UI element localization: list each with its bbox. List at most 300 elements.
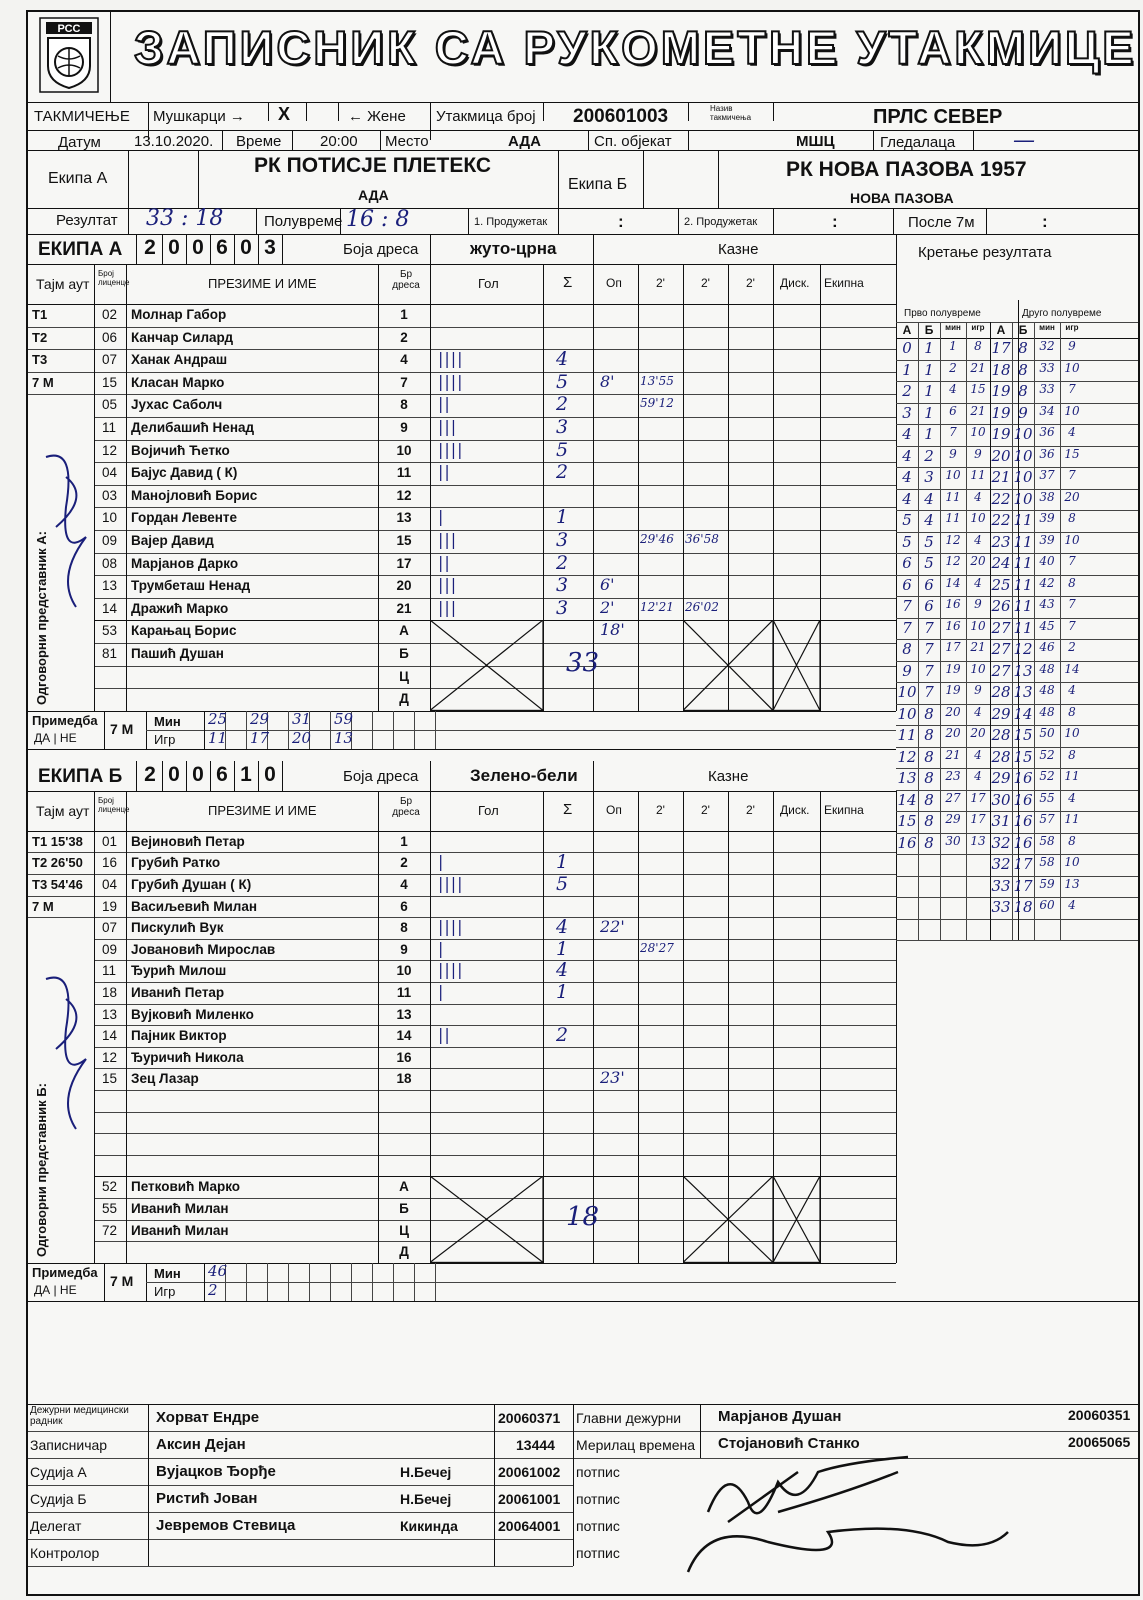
team_b-col-2min: 2': [701, 802, 710, 817]
progress-first-half-cell: 11: [970, 468, 986, 482]
team_a-player-name: Класан Марко: [131, 374, 225, 390]
progress-first-half-cell: 4: [902, 489, 912, 508]
progress-second-half-cell: 55: [1039, 790, 1055, 805]
progress-first-half-cell: 2: [949, 360, 957, 375]
team_a-player-name: Бајус Давид ( К): [131, 465, 238, 481]
progress-first-half-cell: 10: [897, 704, 917, 723]
progress-col-header: А: [996, 323, 1006, 337]
team-a-name: РК ПОТИСЈЕ ПЛЕТЕКС: [254, 154, 492, 177]
progress-first-half-cell: 8: [924, 726, 934, 744]
rule: [28, 1566, 573, 1567]
progress-second-half-cell: 9: [1068, 339, 1076, 353]
rule: [820, 264, 821, 711]
progress-second-half-cell: 38: [1039, 489, 1055, 504]
rule: [393, 711, 394, 749]
progress-second-half-cell: 10: [1013, 446, 1033, 465]
team_b-col-shirt: Бр дреса: [392, 795, 420, 818]
rule: [94, 485, 896, 486]
footer-right-name: Марјанов Душан: [718, 1408, 842, 1425]
team_b-player-goals: ||||: [438, 917, 464, 937]
progress-second-half-cell: 59: [1039, 876, 1055, 891]
team_a-penalties-label: Казне: [718, 241, 759, 258]
team_b-rep-signature: [36, 939, 96, 1139]
team_a-timeout-2: T3: [32, 352, 48, 368]
team_a-player-shirt: 9: [400, 420, 408, 435]
rule: [94, 1090, 896, 1091]
team_b-player-shirt: 2: [400, 855, 408, 871]
team_a-igr-label: Игр: [154, 731, 176, 747]
progress-first-half-cell: 7: [949, 425, 957, 439]
progress-second-half-cell: 32: [991, 855, 1011, 873]
team_b-player-warning: 22': [600, 917, 625, 937]
progress-second-half-cell: 11: [1064, 812, 1080, 826]
rule: [494, 1404, 495, 1566]
rule: [94, 852, 896, 853]
team_a-player-license: 03: [102, 487, 118, 503]
progress-first-half-cell: 11: [945, 511, 961, 525]
team_b-player-sum: 4: [556, 916, 569, 939]
team_b-min-label: Мин: [154, 1265, 181, 1281]
progress-first-half-cell: 6: [924, 575, 934, 594]
team_a-label: ЕКИПА А: [38, 239, 123, 260]
team_a-col-team: Екипна: [824, 276, 864, 290]
rule: [94, 598, 896, 599]
footer-person-name: Јевремов Стевица: [156, 1517, 296, 1534]
progress-second-half-cell: 10: [1013, 489, 1033, 508]
footer-role-label: Делегат: [30, 1518, 82, 1534]
rule: [94, 394, 896, 395]
progress-first-half-cell: 5: [924, 554, 934, 572]
footer-right-label: потпис: [576, 1464, 620, 1480]
team_a-7m-player: 17: [250, 728, 270, 747]
team_a-player-shirt: 17: [396, 555, 412, 571]
progress-second-half-cell: 13: [1064, 876, 1080, 891]
team_a-player-license: 06: [102, 329, 118, 345]
footer-person-license: 13444: [516, 1437, 555, 1453]
team_a-player-sum: 3: [556, 416, 569, 438]
footer-right-label: потпис: [576, 1491, 620, 1507]
team_a-player-name: Ханак Андраш: [131, 352, 228, 368]
team_b-player-shirt: 6: [400, 898, 408, 914]
progress-first-half-cell: 6: [902, 554, 912, 572]
team_a-player-license: 11: [102, 420, 117, 435]
match-number: 200601003: [573, 106, 669, 127]
rule: [148, 1404, 149, 1566]
progress-first-half-cell: 10: [970, 511, 986, 525]
team_a-player-license: 04: [102, 465, 118, 481]
rule: [94, 960, 896, 961]
team_b-player-name: Вујковић Миленко: [131, 1006, 254, 1022]
progress-second-half-cell: 10: [1064, 726, 1080, 740]
footer-person-name: Хорват Ендре: [156, 1409, 260, 1426]
team-b-label: Екипа Б: [568, 176, 628, 193]
progress-first-half-cell: 7: [924, 618, 934, 637]
footer-role-label: Судија А: [30, 1464, 87, 1480]
progress-second-half-cell: 16: [1013, 812, 1033, 830]
match-no-label: Утакмица број: [436, 108, 536, 125]
progress-first-half-cell: 20: [945, 704, 961, 719]
team_a-player-name: Вајер Давид: [131, 533, 214, 548]
rule: [246, 711, 247, 749]
rule: [28, 349, 94, 350]
team_a-col-shirt: Бр дреса: [392, 269, 420, 291]
team_b-player-license: 12: [102, 1049, 118, 1065]
team_b-player-goals: |: [438, 982, 445, 1001]
progress-second-half-cell: 15: [1013, 726, 1033, 744]
team_b-col-disq: Диск.: [780, 802, 810, 817]
date-value: 13.10.2020.: [134, 133, 214, 150]
rule: [414, 1263, 415, 1301]
progress-first-half-cell: 21: [945, 747, 961, 762]
rule: [28, 831, 896, 832]
team_b-player-license: 14: [102, 1028, 118, 1044]
rule: [573, 1404, 574, 1566]
rule: [94, 982, 896, 983]
progress-second-half-cell: 17: [1013, 855, 1033, 873]
rule: [136, 234, 137, 264]
team_a-player-warning: 6': [600, 575, 615, 595]
progress-second-half-cell: 36: [1039, 425, 1055, 439]
team_a-player-shirt: 1: [400, 307, 408, 322]
progress-col-header: мин: [945, 323, 961, 332]
rule: [94, 1155, 896, 1156]
crossed-box: [683, 620, 773, 710]
team_a-player-license: 09: [102, 533, 118, 548]
rule: [94, 349, 896, 350]
team_b-player-name: Ђуричић Никола: [131, 1049, 244, 1065]
progress-second-half-cell: 48: [1039, 683, 1055, 697]
progress-first-half-cell: 14: [945, 575, 961, 590]
progress-first-half-cell: 4: [902, 425, 912, 443]
rule: [700, 1404, 701, 1458]
team_b-player-license: 09: [102, 941, 118, 957]
rule: [430, 761, 431, 791]
progress-col-header: А: [902, 323, 912, 337]
team_a-code-digit: 6: [216, 236, 228, 259]
rule: [204, 1263, 205, 1301]
team_b-player-name: Јовановић Мирослав: [131, 941, 276, 957]
rule: [543, 791, 544, 1263]
team_b-player-license: 13: [102, 1006, 118, 1022]
rule: [104, 1263, 105, 1301]
team_b-player-goals: ||||: [438, 874, 464, 893]
progress-first-half-cell: 13: [897, 769, 917, 787]
team_b-player-name: Вејиновић Петар: [131, 833, 245, 849]
team_b-player-sum: 1: [556, 937, 569, 960]
team_a-player-shirt: 13: [396, 510, 412, 526]
team_a-player-goals: ||||: [438, 439, 464, 459]
progress-second-half-cell: 19: [991, 425, 1011, 443]
footer-right-label: Главни дежурни: [576, 1410, 682, 1426]
footer-right-name: Стојановић Станко: [718, 1435, 860, 1452]
progress-first-half-cell: 2: [902, 382, 912, 400]
team_a-total-goals: 33: [566, 647, 600, 678]
footer-person-license: 20064001: [498, 1518, 561, 1534]
progress-first-half-cell: 4: [974, 532, 982, 547]
team_b-player-goals: |: [438, 852, 445, 872]
footer-right-label: Мерилац времена: [576, 1437, 696, 1453]
progress-col-header: Б: [924, 323, 934, 337]
team_a-col-goal: Гол: [478, 276, 499, 291]
progress-first-half-cell: 4: [974, 769, 982, 783]
team_b-player-shirt: 9: [400, 941, 408, 957]
team_b-remark-label: Примедба: [32, 1264, 98, 1280]
progress-second-half-cell: 17: [991, 339, 1011, 357]
progress-second-half-cell: 48: [1039, 661, 1055, 676]
team_a-player-2min: 12'21: [640, 599, 674, 614]
team_a-player-shirt: 11: [396, 465, 412, 481]
team_a-player-name: Делибашић Ненад: [131, 420, 255, 435]
rule: [896, 234, 897, 264]
team_a-rep-signature: [36, 417, 96, 617]
rule: [28, 1431, 1140, 1432]
progress-first-half-cell: 29: [945, 812, 961, 826]
team_a-player-name: Молнар Габор: [131, 307, 227, 322]
progress-first-half-cell: 9: [902, 661, 912, 680]
progress-first-half-cell: 11: [945, 489, 961, 504]
crossed-box: [430, 1176, 543, 1262]
progress-second-half-cell: 8: [1018, 382, 1028, 400]
progress-second-half-cell: 10: [1013, 468, 1033, 486]
team_b-player-goals: ||||: [438, 960, 464, 980]
progress-second-half-cell: 20: [1064, 489, 1080, 504]
competition-label: ТАКМИЧЕЊЕ: [34, 108, 130, 125]
progress-first-half-cell: 1: [924, 403, 934, 422]
rule: [94, 874, 896, 875]
progress-second-half-cell: 23: [991, 532, 1011, 551]
team_a-official-license: 53: [102, 623, 118, 639]
team_b-player-license: 07: [102, 920, 118, 936]
team_b-code-digit: 0: [168, 762, 180, 786]
team_a-official-name: Пашић Душан: [131, 646, 224, 661]
halftime-label: Полувреме: [264, 213, 343, 230]
team_b-player-shirt: 18: [396, 1071, 412, 1087]
progress-second-half-cell: 7: [1068, 597, 1076, 611]
team_a-remark-options: ДА | НЕ: [34, 730, 77, 745]
rule: [820, 791, 821, 1263]
rule: [28, 749, 896, 750]
team_a-player-2min: 59'12: [640, 396, 674, 411]
spectators-label: Гледалаца: [880, 134, 956, 151]
team_a-official-role: Д: [399, 691, 409, 707]
progress-second-half-cell: 13: [1013, 661, 1033, 680]
team_b-timeout-0: T1 15'38: [32, 833, 83, 849]
progress-second-half-cell: 7: [1068, 554, 1076, 568]
crossed-box: [773, 620, 820, 710]
progress-second-half-cell: 57: [1039, 812, 1055, 826]
progress-col-header: игр: [971, 323, 985, 332]
footer-person-city: Н.Бечеј: [400, 1491, 452, 1507]
progress-second-half-cell: 60: [1039, 898, 1055, 912]
team_a-player-warning: 2': [600, 597, 615, 617]
team_b-official-license: 55: [102, 1201, 118, 1216]
team_a-7m-player: 11: [208, 728, 228, 747]
rule: [94, 1133, 896, 1134]
team_b-timeout-3: 7 M: [32, 898, 54, 914]
progress-first-half-cell: 6: [949, 403, 957, 418]
progress-second-half-cell: 39: [1039, 511, 1055, 525]
team_b-official-role: Д: [399, 1244, 409, 1260]
progress-second-half-cell: 24: [991, 554, 1011, 572]
progress-first-half-cell: 4: [924, 511, 934, 529]
team_b-total-goals: 18: [566, 1201, 600, 1232]
team_a-jersey-value: жуто-црна: [470, 239, 557, 258]
progress-first-half-cell: 6: [902, 575, 912, 594]
progress-second-half-cell: 29: [991, 704, 1011, 723]
rule: [435, 711, 436, 749]
rule: [282, 761, 283, 791]
date-label: Датум: [58, 134, 101, 151]
team_b-col-name: ПРЕЗИМЕ И ИМЕ: [208, 802, 317, 818]
team_a-official-warning: 18': [600, 620, 625, 640]
team_b-player-2min: 28'27: [640, 940, 674, 955]
comp-name-label: Назив такмичења: [710, 104, 752, 122]
team_b-player-name: Ђурић Милош: [131, 963, 227, 979]
team_a-col-2min: 2': [746, 276, 755, 290]
progress-first-half-cell: 12: [897, 747, 917, 766]
footer-person-license: 20060371: [498, 1410, 561, 1426]
rule: [28, 372, 94, 373]
rule: [593, 264, 594, 711]
team_a-player-name: Манојловић Борис: [131, 487, 258, 503]
team_b-player-name: Грубић Ратко: [131, 855, 221, 871]
team_b-7m-player: 2: [208, 1280, 218, 1299]
team_b-official-license: 72: [102, 1222, 118, 1238]
team_b-official-role: Б: [399, 1201, 409, 1216]
team_b-col-license: Број лиценце: [98, 795, 130, 814]
team_b-player-shirt: 13: [396, 1006, 412, 1022]
team_a-player-goals: ||||: [438, 371, 464, 391]
team_b-official-role: Ц: [399, 1222, 409, 1238]
rule: [28, 1539, 573, 1540]
rule: [28, 896, 94, 897]
team_a-timeout-3: 7 M: [32, 374, 54, 390]
rule: [28, 852, 94, 853]
progress-second-half-cell: 33: [991, 898, 1011, 916]
team_b-player-sum: 1: [556, 851, 569, 874]
rule: [94, 1025, 896, 1026]
team_a-official-license: 81: [102, 646, 118, 661]
team_b-7m-label: 7 М: [110, 1272, 134, 1289]
progress-first-half-cell: 3: [902, 403, 912, 422]
progress-first-half-cell: 1: [924, 360, 934, 379]
team_b-player-sum: 2: [556, 1024, 569, 1047]
progress-second-half-cell: 29: [991, 769, 1011, 787]
team_b-player-license: 19: [102, 898, 118, 914]
progress-first-half-cell: 8: [924, 704, 934, 723]
men-mark: X: [278, 104, 291, 124]
progress-second-half-cell: 42: [1039, 575, 1055, 590]
rule: [28, 304, 896, 305]
team_b-col-team: Екипна: [824, 802, 864, 817]
crossed-box: [683, 1176, 773, 1262]
team_b-remark-options: ДА | НЕ: [34, 1282, 77, 1297]
progress-first-half-cell: 8: [924, 769, 934, 787]
progress-first-half-cell: 5: [902, 532, 912, 551]
progress-first-half-cell: 4: [949, 382, 957, 396]
crossed-box: [773, 1176, 820, 1262]
progress-first-half-cell: 10: [970, 618, 986, 633]
team_b-code-digit: 1: [240, 762, 252, 786]
team_a-code-digit: 0: [240, 236, 252, 259]
progress-second-half-cell: 8: [1068, 704, 1076, 719]
time-value: 20:00: [320, 133, 358, 150]
rule: [267, 1263, 268, 1301]
rule: [94, 1068, 896, 1069]
progress-second-half-cell: 52: [1039, 747, 1055, 762]
progress-first-half-cell: 17: [945, 640, 961, 654]
spectators-value: —: [1013, 128, 1035, 153]
first-half-label: Прво полувреме: [904, 308, 981, 319]
team_b-player-name: Пискулић Вук: [131, 920, 224, 936]
team_a-player-warning: 8': [600, 371, 615, 391]
after7m-label: После 7м: [908, 214, 975, 231]
page-title: ЗАПИСНИК СА РУКОМЕТНЕ УТАКМИЦЕ: [134, 21, 1137, 74]
team_b-player-shirt: 16: [396, 1049, 412, 1065]
rule: [330, 1263, 331, 1301]
team_b-player-license: 01: [102, 833, 118, 849]
rule: [896, 940, 1140, 941]
team_b-player-warning: 23': [600, 1068, 625, 1088]
team-a-city: АДА: [358, 187, 389, 203]
team_a-player-name: Марјанов Дарко: [131, 555, 239, 571]
progress-first-half-cell: 9: [974, 446, 982, 461]
team_a-col-name: ПРЕЗИМЕ И ИМЕ: [208, 276, 317, 291]
team_b-7m-minute: 46: [208, 1261, 228, 1280]
team_a-player-goals: ||||: [438, 349, 464, 369]
progress-first-half-cell: 4: [974, 704, 982, 719]
progress-second-half-cell: 4: [1068, 683, 1076, 697]
progress-first-half-cell: 17: [970, 812, 986, 826]
progress-first-half-cell: 15: [897, 812, 917, 830]
team_a-player-name: Канчар Силард: [131, 329, 234, 345]
rule: [372, 1263, 373, 1301]
team_b-penalties-label: Казне: [708, 767, 749, 785]
rule: [372, 711, 373, 749]
team_a-jersey-label: Боја дреса: [343, 241, 419, 258]
team_b-jersey-value: Зелено-бели: [470, 765, 578, 785]
rule: [94, 530, 896, 531]
team_a-player-shirt: 2: [400, 329, 408, 345]
footer-right-label: потпис: [576, 1518, 620, 1534]
rule: [94, 372, 896, 373]
progress-second-half-cell: 10: [1064, 403, 1080, 418]
progress-first-half-cell: 20: [970, 726, 986, 740]
team_b-player-shirt: 4: [400, 877, 408, 892]
team_a-player-name: Јухас Саболч: [131, 397, 223, 413]
team-b-city: НОВА ПАЗОВА: [850, 190, 954, 206]
progress-second-half-cell: 11: [1013, 575, 1033, 594]
team_b-player-shirt: 10: [396, 963, 412, 979]
progress-first-half-cell: 19: [945, 661, 961, 676]
progress-second-half-cell: 46: [1039, 640, 1055, 654]
progress-first-half-cell: 16: [897, 833, 917, 852]
rule: [28, 1301, 1140, 1302]
men-label: Мушкарци →: [153, 108, 245, 125]
rule: [593, 761, 594, 791]
team_b-player-name: Пајник Виктор: [131, 1028, 227, 1044]
team_a-player-sum: 3: [556, 529, 569, 551]
team_a-remark-label: Примедба: [32, 712, 98, 728]
rule: [28, 874, 94, 875]
footer-person-name: Вујацков Ђорђе: [156, 1463, 276, 1480]
team_a-timeout-0: T1: [32, 307, 48, 322]
team_b-player-license: 15: [102, 1071, 118, 1087]
team_b-player-sum: 4: [556, 959, 569, 982]
team_a-col-2min: 2': [656, 276, 665, 290]
team_a-player-license: 02: [102, 307, 118, 322]
team_b-col-timeout: Тајм аут: [36, 802, 90, 819]
